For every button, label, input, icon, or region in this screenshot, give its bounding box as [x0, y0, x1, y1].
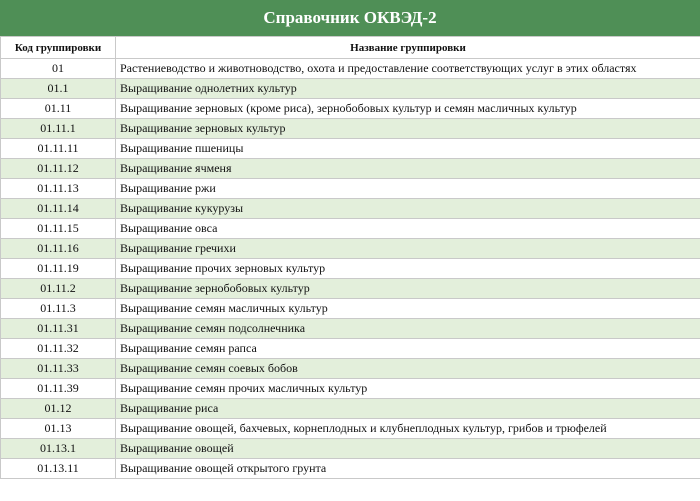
group-name: Выращивание семян соевых бобов — [116, 359, 700, 379]
group-code: 01.11 — [1, 99, 116, 119]
table-row — [1, 259, 700, 279]
table-row — [1, 359, 700, 379]
column-header-name: Название группировки — [116, 37, 700, 59]
group-name: Выращивание однолетних культур — [116, 79, 700, 99]
table-row — [1, 199, 700, 219]
table-row — [1, 459, 700, 479]
table-row — [1, 379, 700, 399]
group-code: 01.13.11 — [1, 459, 116, 479]
group-name: Выращивание зерновых (кроме риса), зернобобовых культур и семян масличных культур — [116, 99, 700, 119]
group-code: 01.11.16 — [1, 239, 116, 259]
group-code: 01.13.1 — [1, 439, 116, 459]
table-row — [1, 159, 700, 179]
table-row — [1, 139, 700, 159]
group-code: 01.11.19 — [1, 259, 116, 279]
group-code: 01.11.11 — [1, 139, 116, 159]
group-name: Выращивание гречихи — [116, 239, 700, 259]
group-name: Растениеводство и животноводство, охота и предоставление соответствующих услуг в этих областях — [116, 59, 700, 79]
group-code: 01.11.13 — [1, 179, 116, 199]
okved-table — [0, 36, 700, 479]
group-name: Выращивание прочих зерновых культур — [116, 259, 700, 279]
group-name: Выращивание овощей — [116, 439, 700, 459]
table-row — [1, 219, 700, 239]
group-name: Выращивание риса — [116, 399, 700, 419]
group-name: Выращивание семян рапса — [116, 339, 700, 359]
table-row — [1, 279, 700, 299]
table-header-row — [1, 37, 700, 59]
group-name: Выращивание ржи — [116, 179, 700, 199]
group-name: Выращивание семян подсолнечника — [116, 319, 700, 339]
group-code: 01.11.14 — [1, 199, 116, 219]
group-name: Выращивание овощей, бахчевых, корнеплодных и клубнеплодных культур, грибов и трюфелей — [116, 419, 700, 439]
table-row — [1, 59, 700, 79]
table-row — [1, 319, 700, 339]
group-name: Выращивание семян прочих масличных культур — [116, 379, 700, 399]
group-code: 01.12 — [1, 399, 116, 419]
group-code: 01.11.1 — [1, 119, 116, 139]
group-code: 01.11.15 — [1, 219, 116, 239]
group-code: 01 — [1, 59, 116, 79]
group-code: 01.11.12 — [1, 159, 116, 179]
table-row — [1, 239, 700, 259]
group-name: Выращивание ячменя — [116, 159, 700, 179]
group-code: 01.11.39 — [1, 379, 116, 399]
group-code: 01.1 — [1, 79, 116, 99]
group-name: Выращивание зерновых культур — [116, 119, 700, 139]
table-row — [1, 179, 700, 199]
table-row — [1, 439, 700, 459]
table-row — [1, 339, 700, 359]
page-title: Справочник ОКВЭД-2 — [0, 0, 700, 36]
group-name: Выращивание овса — [116, 219, 700, 239]
table-row — [1, 419, 700, 439]
table-row — [1, 299, 700, 319]
group-code: 01.13 — [1, 419, 116, 439]
group-name: Выращивание овощей открытого грунта — [116, 459, 700, 479]
table-row — [1, 119, 700, 139]
group-code: 01.11.3 — [1, 299, 116, 319]
group-code: 01.11.2 — [1, 279, 116, 299]
group-name: Выращивание семян масличных культур — [116, 299, 700, 319]
group-code: 01.11.31 — [1, 319, 116, 339]
group-code: 01.11.32 — [1, 339, 116, 359]
group-name: Выращивание пшеницы — [116, 139, 700, 159]
group-name: Выращивание кукурузы — [116, 199, 700, 219]
table-row — [1, 399, 700, 419]
table-row — [1, 99, 700, 119]
table-row — [1, 79, 700, 99]
group-name: Выращивание зернобобовых культур — [116, 279, 700, 299]
column-header-code: Код группировки — [1, 37, 116, 59]
group-code: 01.11.33 — [1, 359, 116, 379]
